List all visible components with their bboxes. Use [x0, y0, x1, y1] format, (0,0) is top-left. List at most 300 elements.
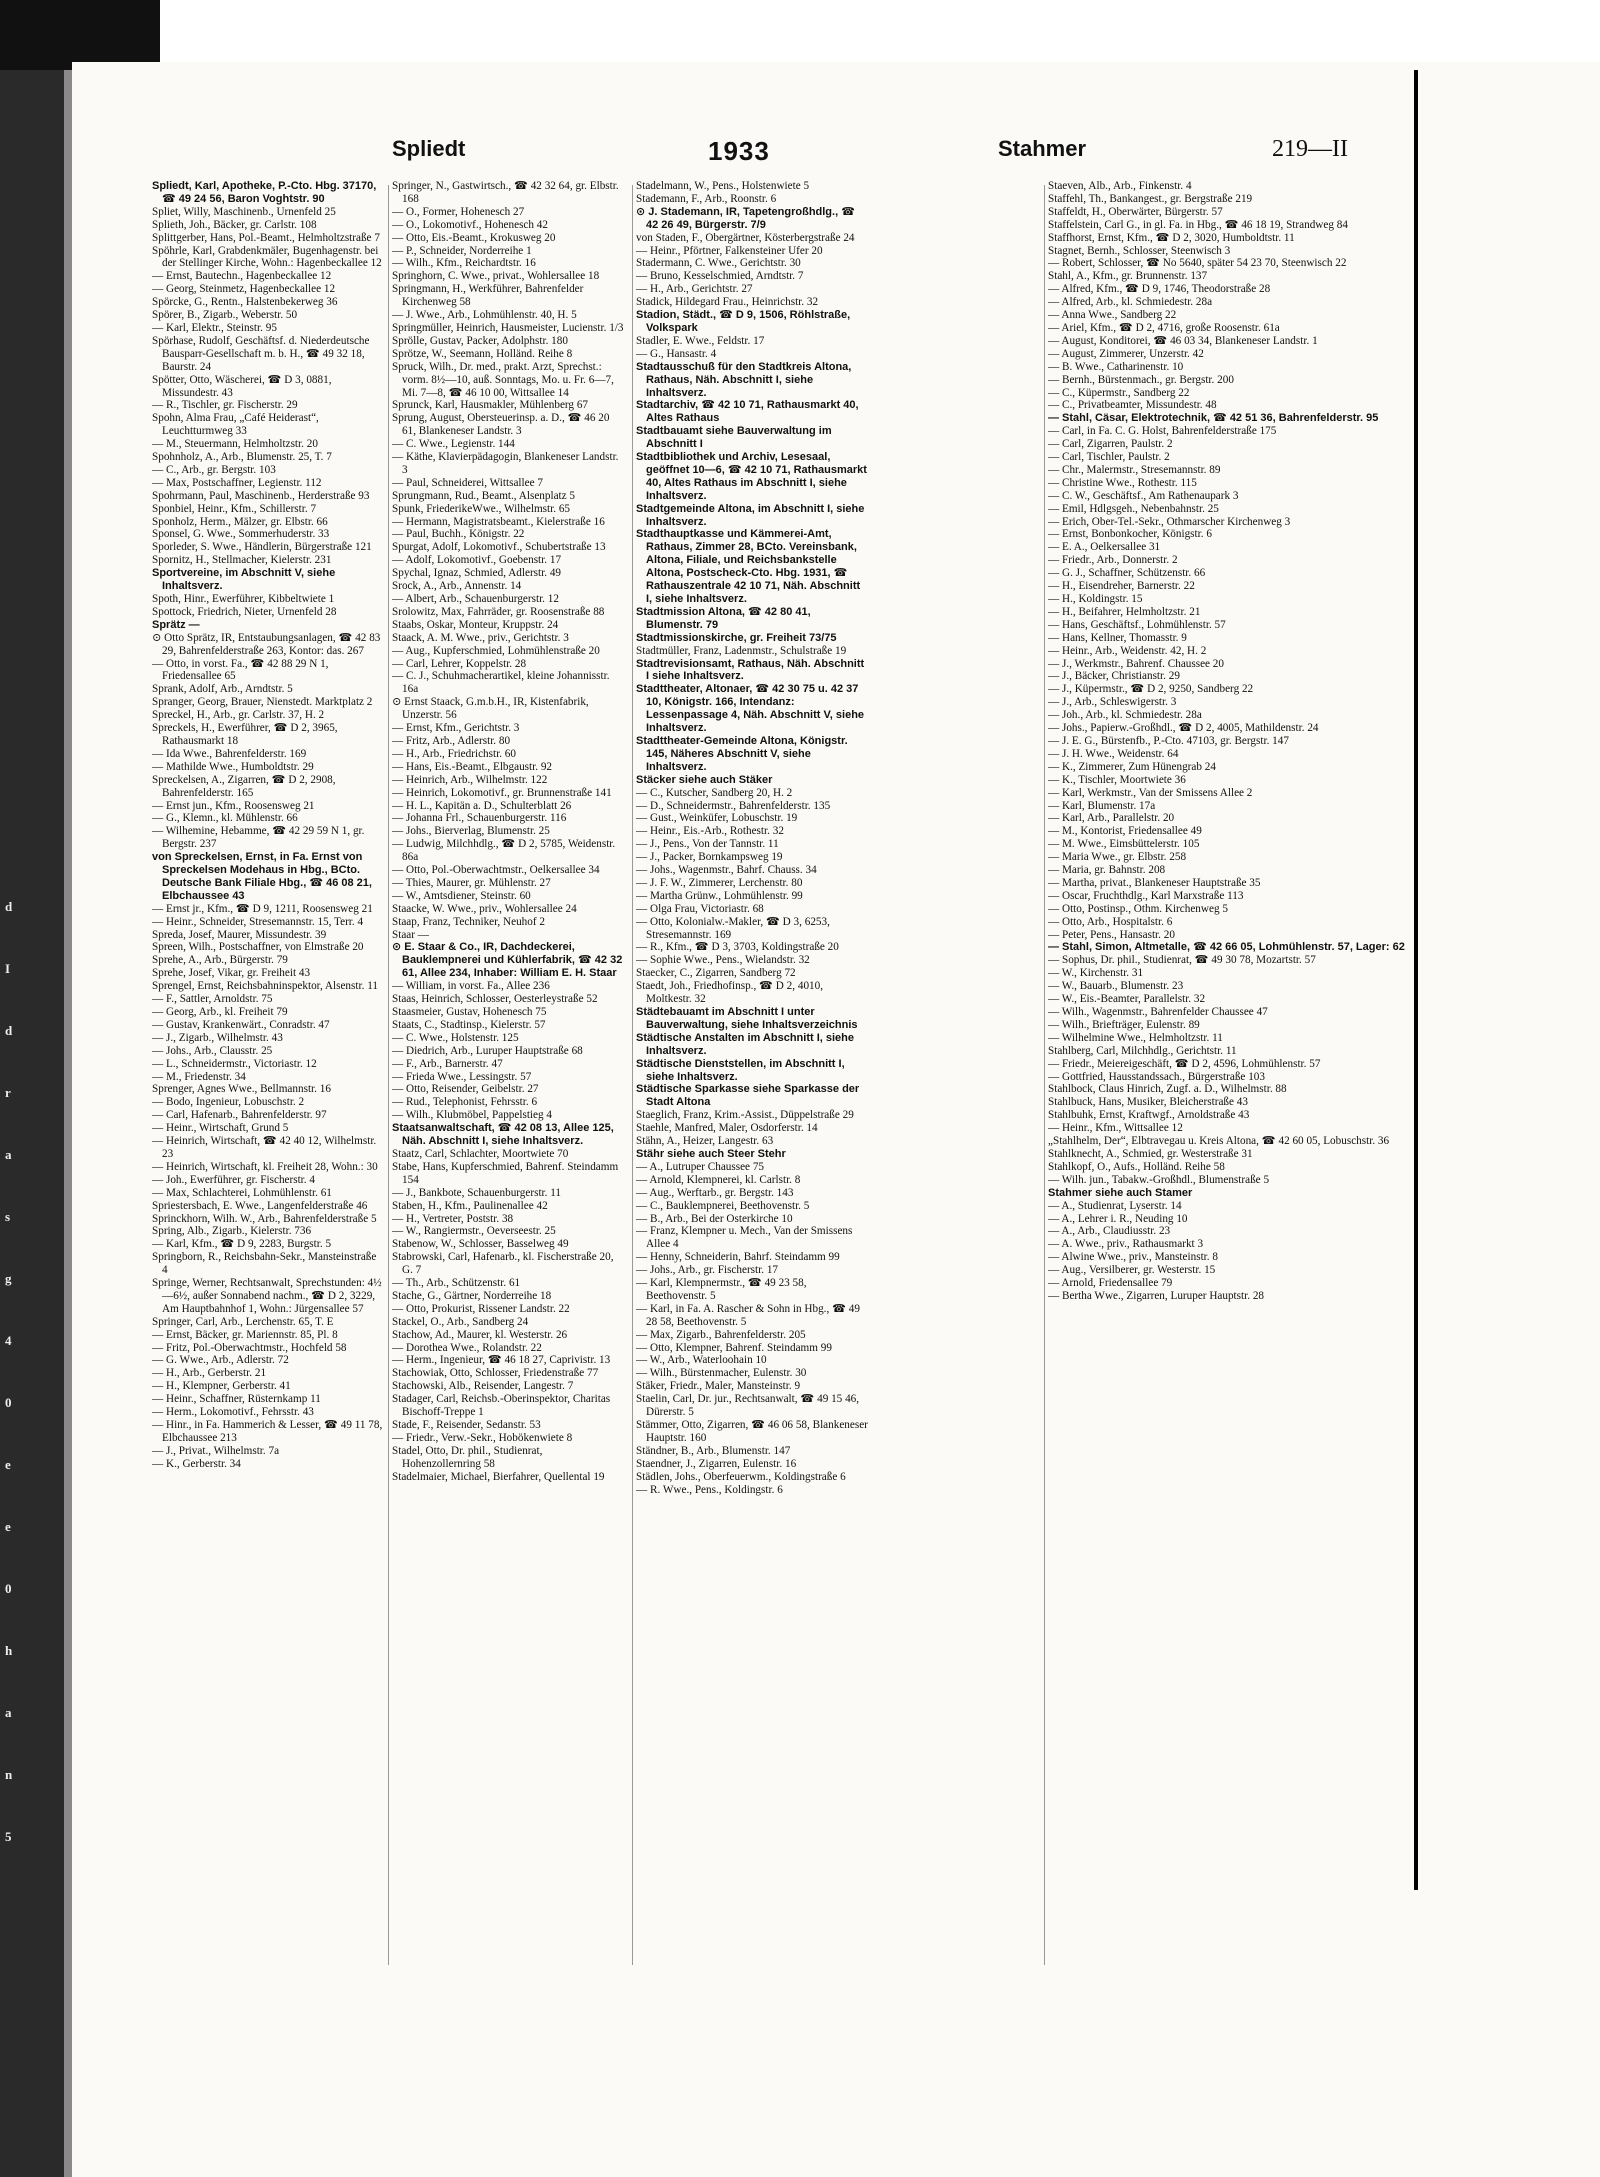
directory-entry: Stadtarchiv, ☎ 42 10 71, Rathausmarkt 40, Altes Rathaus — [636, 399, 859, 425]
directory-entry: „Stahlhelm, Der“, Elbtravegau u. Kreis Altona, ☎ 42 60 05, Lobuschstr. 36 — [1048, 1135, 1390, 1148]
directory-entry: Springer, Carl, Arb., Lerchenstr. 65, T. E — [152, 1315, 334, 1328]
directory-entry: — August, Zimmerer, Unzerstr. 42 — [1048, 347, 1204, 360]
directory-entry: — Otto, Reisender, Geibelstr. 27 — [392, 1083, 539, 1096]
directory-entry: Staatsanwaltschaft, ☎ 42 08 13, Allee 125, Näh. Abschnitt I, siehe Inhaltsverz. — [392, 1122, 614, 1148]
directory-entry: Spörhase, Rudolf, Geschäftsf. d. Niederdeutsche Bausparr-Gesellschaft m. b. H., ☎ 49 32 18, Baurstr. 24 — [152, 334, 370, 373]
directory-entry: — Heinr., Kfm., Wittsallee 12 — [1048, 1122, 1183, 1135]
directory-entry: Stahlbuhk, Ernst, Kraftwgf., Arnoldstraße 43 — [1048, 1109, 1250, 1122]
directory-entry: — Max, Schlachterei, Lohmühlenstr. 61 — [152, 1186, 332, 1199]
margin-mark: a — [5, 1147, 12, 1162]
directory-entry: — Alwine Wwe., priv., Mansteinstr. 8 — [1048, 1251, 1218, 1264]
directory-entry: — Otto, Arb., Hospitalstr. 6 — [1048, 915, 1173, 928]
directory-entry: Spreckel, H., Arb., gr. Carlstr. 37, H. 2 — [152, 709, 325, 722]
directory-entry: — G. J., Schaffner, Schützenstr. 66 — [1048, 567, 1206, 580]
margin-mark: 4 — [5, 1333, 12, 1348]
directory-entry: Staack, A. M. Wwe., priv., Gerichtstr. 3 — [392, 631, 569, 644]
directory-entry: Stadion, Städt., ☎ D 9, 1506, Röhlstraße, Volkspark — [636, 309, 851, 334]
directory-entry: — Mathilde Wwe., Humboldtstr. 29 — [152, 760, 314, 773]
directory-entry: — R. Wwe., Pens., Koldingstr. 6 — [636, 1483, 783, 1496]
directory-entry: — Heinr., Wirtschaft, Grund 5 — [152, 1122, 289, 1135]
directory-entry: — Fritz, Pol.-Oberwachtmstr., Hochfeld 58 — [152, 1341, 347, 1354]
directory-entry: Staffhorst, Ernst, Kfm., ☎ D 2, 3020, Humboldtstr. 11 — [1048, 231, 1295, 244]
directory-entry: Staedt, Joh., Friedhofinsp., ☎ D 2, 4010, Moltkestr. 32 — [636, 980, 824, 1006]
directory-entry: Stahmer siehe auch Stamer — [1048, 1186, 1193, 1199]
directory-entry: — Ernst, Bonbonkocher, Königstr. 6 — [1048, 528, 1212, 541]
directory-entry: — Carl, Lehrer, Koppelstr. 28 — [392, 657, 527, 670]
directory-entry: Staatz, Carl, Schlachter, Moortwiete 70 — [392, 1147, 569, 1160]
directory-entry: ⊙ Ernst Staack, G.m.b.H., IR, Kistenfabrik, Unzerstr. 56 — [392, 696, 589, 722]
directory-entry: — Herm., Ingenieur, ☎ 46 18 27, Caprivistr. 13 — [392, 1354, 611, 1367]
directory-entry: — Heinr., Pförtner, Falkensteiner Ufer 20 — [636, 244, 823, 257]
directory-entry: — Chr., Malermstr., Stresemannstr. 89 — [1048, 463, 1221, 476]
directory-entry: — R., Kfm., ☎ D 3, 3703, Koldingstraße 20 — [636, 941, 839, 954]
directory-entry: Stahl, A., Kfm., gr. Brunnenstr. 137 — [1048, 270, 1208, 283]
directory-entry: — Joh., Ewerführer, gr. Fischerstr. 4 — [152, 1173, 315, 1186]
header-last-entry: Stahmer — [998, 136, 1087, 161]
directory-entry: ⊙ E. Staar & Co., IR, Dachdeckerei, Bauklempnerei und Kühlerfabrik, ☎ 42 32 61, Allee 234, Inhaber: William E. H. Staar — [392, 941, 623, 980]
directory-entry: — Paul, Buchh., Königstr. 22 — [392, 528, 525, 541]
directory-entry: — Arnold, Friedensallee 79 — [1048, 1277, 1173, 1290]
directory-entry: Stackel, O., Arb., Sandberg 24 — [392, 1315, 529, 1328]
directory-entry: — Wilh., Bürstenmacher, Eulenstr. 30 — [636, 1367, 807, 1380]
directory-entry: — Th., Arb., Schützenstr. 61 — [392, 1277, 521, 1290]
directory-entry: — Dorothea Wwe., Rolandstr. 22 — [392, 1341, 542, 1354]
directory-entry: Staeglich, Franz, Krim.-Assist., Düppelstraße 29 — [636, 1109, 854, 1122]
directory-entry: Splieth, Joh., Bäcker, gr. Carlstr. 108 — [152, 218, 317, 231]
directory-entry: — Peter, Pens., Hansastr. 20 — [1048, 928, 1175, 941]
directory-column-1 — [152, 180, 384, 2030]
directory-entry: — Karl, Werkmstr., Van der Smissens Allee 2 — [1048, 786, 1253, 799]
directory-entry: — Fritz, Arb., Adlerstr. 80 — [392, 734, 511, 747]
directory-columns — [0, 180, 1600, 2030]
directory-entry: Staap, Franz, Techniker, Neuhof 2 — [392, 915, 545, 928]
directory-entry: Sporleder, S. Wwe., Händlerin, Bürgerstraße 121 — [152, 541, 372, 554]
directory-entry: — Wilh., Kfm., Reichardtstr. 16 — [392, 257, 536, 270]
directory-entry: — J. Wwe., Arb., Lohmühlenstr. 40, H. 5 — [392, 309, 577, 322]
directory-entry: — F., Arb., Barnerstr. 47 — [392, 1057, 503, 1070]
directory-entry: — Karl, Kfm., ☎ D 9, 2283, Burgstr. 5 — [152, 1238, 332, 1251]
directory-entry: — William, in vorst. Fa., Allee 236 — [392, 980, 550, 993]
directory-entry: Spliet, Willy, Maschinenb., Urnenfeld 25 — [152, 205, 336, 218]
directory-entry: — Martha, privat., Blankeneser Hauptstraße 35 — [1048, 876, 1261, 889]
directory-entry: Stachow, Ad., Maurer, kl. Westerstr. 26 — [392, 1328, 568, 1341]
directory-entry: Sponholz, Herm., Mälzer, gr. Elbstr. 66 — [152, 515, 328, 528]
margin-mark: I — [5, 961, 11, 976]
directory-entry: — Maria Wwe., gr. Elbstr. 258 — [1048, 851, 1187, 864]
directory-entry: Stache, G., Gärtner, Norderreihe 18 — [392, 1289, 552, 1302]
directory-entry: Spöhrle, Karl, Grabdenkmäler, Bugenhagenstr. bei der Stellinger Kirche, Wohn.: Hagenbeckallee 12 — [152, 244, 382, 270]
directory-entry: — H., Beifahrer, Helmholtzstr. 21 — [1048, 605, 1201, 618]
directory-column-2 — [392, 180, 624, 2030]
directory-entry: Spohnholz, A., Arb., Blumenstr. 25, T. 7 — [152, 451, 332, 464]
directory-entry: Städtische Sparkasse siehe Sparkasse der Stadt Altona — [636, 1083, 860, 1109]
directory-entry: von Spreckelsen, Ernst, in Fa. Ernst von Spreckelsen Modehaus in Hbg., BCto. Deutsche Bank Filiale Hbg., ☎ 46 08 21, Elbchaussee 43 — [152, 851, 372, 902]
directory-entry: Staffehl, Th., Bankangest., gr. Bergstraße 219 — [1048, 192, 1253, 205]
directory-entry: von Staden, F., Obergärtner, Kösterbergstraße 24 — [636, 231, 855, 244]
directory-entry: — Stahl, Cäsar, Elektrotechnik, ☎ 42 51 36, Bahrenfelderstr. 95 — [1048, 412, 1379, 425]
directory-entry: — Karl, Klempnermstr., ☎ 49 23 58, Beethovenstr. 5 — [636, 1277, 807, 1302]
directory-entry: — J., Küpermstr., ☎ D 2, 9250, Sandberg 22 — [1048, 683, 1254, 696]
directory-entry: Staendner, J., Zigarren, Eulenstr. 16 — [636, 1457, 797, 1470]
directory-entry: Sponbiel, Heinr., Kfm., Schillerstr. 7 — [152, 502, 317, 515]
directory-entry: Stahlkopf, O., Aufs., Holländ. Reihe 58 — [1048, 1160, 1225, 1173]
directory-entry: — Johs., Bierverlag, Blumenstr. 25 — [392, 825, 550, 838]
directory-entry: — Heinrich, Lokomotivf., gr. Brunnenstraße 141 — [392, 786, 612, 799]
directory-entry: — Oscar, Fruchthdlg., Karl Marxstraße 113 — [1048, 889, 1244, 902]
directory-entry: Stademann, F., Arb., Roonstr. 6 — [636, 192, 777, 205]
directory-entry: — J., Privat., Wilhelmstr. 7a — [152, 1444, 280, 1457]
directory-entry: — F., Sattler, Arnoldstr. 75 — [152, 993, 273, 1006]
directory-entry: Stadler, E. Wwe., Feldstr. 17 — [636, 334, 765, 347]
directory-entry: Stadtausschuß für den Stadtkreis Altona, Rathaus, Näh. Abschnitt I, siehe Inhaltsverz. — [636, 360, 852, 399]
directory-entry: — Johs., Arb., Clausstr. 25 — [152, 1044, 273, 1057]
directory-entry: — Hans, Eis.-Beamt., Elbgaustr. 92 — [392, 760, 553, 773]
directory-entry: Springhorn, C. Wwe., privat., Wohlersallee 18 — [392, 270, 600, 283]
directory-entry: Städtische Dienststellen, im Abschnitt I, siehe Inhaltsverz. — [636, 1057, 845, 1083]
directory-column-3 — [636, 180, 868, 2030]
margin-mark: 0 — [5, 1395, 12, 1410]
column-divider — [632, 185, 633, 1965]
directory-entry: — Hinr., in Fa. Hammerich & Lesser, ☎ 49 11 78, Elbchaussee 213 — [152, 1419, 383, 1444]
directory-entry: — M., Kontorist, Friedensallee 49 — [1048, 825, 1202, 838]
directory-entry: Spötter, Otto, Wäscherei, ☎ D 3, 0881, Missundestr. 43 — [152, 373, 332, 399]
margin-mark: d — [5, 899, 13, 914]
directory-entry: — R., Tischler, gr. Fischerstr. 29 — [152, 399, 298, 412]
directory-entry: — Ernst, Bäcker, gr. Mariennstr. 85, Pl. 8 — [152, 1328, 338, 1341]
directory-entry: — Otto, in vorst. Fa., ☎ 42 88 29 N 1, Friedensallee 65 — [152, 657, 329, 683]
directory-entry: Stadtmissionskirche, gr. Freiheit 73/75 — [636, 631, 837, 644]
directory-entry: — Friedr., Meiereigeschäft, ☎ D 2, 4596, Lohmühlenstr. 57 — [1048, 1057, 1321, 1070]
directory-entry: Splittgerber, Hans, Pol.-Beamt., Helmholtzstraße 7 — [152, 231, 380, 244]
directory-entry: Stabe, Hans, Kupferschmied, Bahrenf. Steindamm 154 — [392, 1160, 619, 1186]
margin-mark: r — [5, 1085, 11, 1100]
directory-entry: — Aug., Werftarb., gr. Bergstr. 143 — [636, 1186, 794, 1199]
directory-entry: Staar — — [392, 928, 429, 941]
directory-entry: Staabs, Oskar, Monteur, Kruppstr. 24 — [392, 618, 559, 631]
directory-entry: — J., Bankbote, Schauenburgerstr. 11 — [392, 1186, 562, 1199]
directory-entry: Stadttheater, Altonaer, ☎ 42 30 75 u. 42 37 10, Königstr. 166, Intendanz: Lessenpassage 4, Näh. Abschnitt V, siehe Inhaltsverz. — [636, 683, 865, 735]
directory-entry: — K., Tischler, Moortwiete 36 — [1048, 773, 1186, 786]
directory-entry: — C., Arb., gr. Bergstr. 103 — [152, 463, 276, 476]
directory-entry: Sprehe, Josef, Vikar, gr. Freiheit 43 — [152, 967, 311, 980]
directory-entry: — A., Lehrer i. R., Neuding 10 — [1048, 1212, 1188, 1225]
directory-entry: — Otto, Postinsp., Othm. Kirchenweg 5 — [1048, 902, 1228, 915]
directory-entry: Stadtmission Altona, ☎ 42 80 41, Blumenstr. 79 — [636, 605, 811, 631]
directory-entry: Springborn, R., Reichsbahn-Sekr., Mansteinstraße 4 — [152, 1251, 377, 1277]
directory-entry: Stadttheater-Gemeinde Altona, Königstr. 145, Näheres Abschnitt V, siehe Inhaltsverz. — [636, 734, 848, 773]
directory-entry: Sprätz — — [152, 618, 200, 631]
directory-entry: — Heinrich, Wirtschaft, kl. Freiheit 28, Wohn.: 30 — [152, 1160, 378, 1173]
directory-entry: Stämmer, Otto, Zigarren, ☎ 46 06 58, Blankeneser Hauptstr. 160 — [636, 1419, 868, 1444]
directory-entry: — Wilh., Klubmöbel, Pappelstieg 4 — [392, 1109, 552, 1122]
directory-entry: — Adolf, Lokomotivf., Goebenstr. 17 — [392, 554, 562, 567]
directory-entry: — Maria, gr. Bahnstr. 208 — [1048, 864, 1166, 877]
directory-entry: Spliedt, Karl, Apotheke, P.-Cto. Hbg. 37170, ☎ 49 24 56, Baron Voghtstr. 90 — [152, 180, 377, 205]
directory-entry: — Arnold, Klempnerei, kl. Carlstr. 8 — [636, 1173, 801, 1186]
directory-entry: — Carl, Zigarren, Paulstr. 2 — [1048, 438, 1173, 451]
directory-entry: — Ludwig, Milchhdlg., ☎ D 2, 5785, Weidenstr. 86a — [392, 838, 616, 864]
directory-entry: Sprinckhorn, Wilh. W., Arb., Bahrenfelderstraße 5 — [152, 1212, 377, 1225]
directory-entry: — Franz, Klempner u. Mech., Van der Smissens Allee 4 — [636, 1225, 853, 1251]
directory-entry: Stäker, Friedr., Maler, Mansteinstr. 9 — [636, 1380, 801, 1393]
directory-entry: Staehle, Manfred, Maler, Osdorferstr. 14 — [636, 1122, 818, 1135]
directory-entry: — W., Amtsdiener, Steinstr. 60 — [392, 889, 531, 902]
directory-entry: Spohrmann, Paul, Maschinenb., Herderstraße 93 — [152, 489, 370, 502]
margin-mark: g — [5, 1271, 12, 1286]
directory-entry: — M. Wwe., Eimsbüttelerstr. 105 — [1048, 838, 1200, 851]
directory-entry: — Sophus, Dr. phil., Studienrat, ☎ 49 30 78, Mozartstr. 57 — [1048, 954, 1316, 967]
directory-entry: — C. Wwe., Holstenstr. 125 — [392, 1031, 519, 1044]
directory-entry: — Hans, Kellner, Thomasstr. 9 — [1048, 631, 1187, 644]
directory-entry: — Alfred, Arb., kl. Schmiedestr. 28a — [1048, 296, 1213, 309]
directory-entry: Staeven, Alb., Arb., Finkenstr. 4 — [1048, 180, 1192, 192]
directory-entry: — Bernh., Bürstenmach., gr. Bergstr. 200 — [1048, 373, 1234, 386]
directory-entry: — Frieda Wwe., Lessingstr. 57 — [392, 1070, 532, 1083]
scan-top-edge — [0, 0, 160, 70]
directory-entry: — Hans, Geschäftsf., Lohmühlenstr. 57 — [1048, 618, 1226, 631]
directory-entry: — Henny, Schneiderin, Bahrf. Steindamm 99 — [636, 1251, 840, 1264]
directory-entry: — Karl, Elektr., Steinstr. 95 — [152, 321, 277, 334]
margin-mark: a — [5, 1705, 12, 1720]
directory-entry: Springmüller, Heinrich, Hausmeister, Lucienstr. 1/3 — [392, 321, 624, 334]
directory-entry: Stadthauptkasse und Kämmerei-Amt, Rathaus, Zimmer 28, BCto. Vereinsbank, Altona, Filiale, und Reichsbankstelle Altona, Postscheck-Cto. Hbg. 1931, ☎ Rathauszentrale 42 10 71, Näh. Abschnitt I, siehe Inhaltsverz. — [636, 528, 861, 605]
directory-entry: — Stahl, Simon, Altmetalle, ☎ 42 66 05, Lohmühlenstr. 57, Lager: 62 — [1048, 941, 1405, 954]
directory-entry: Stabenow, W., Schlosser, Basselweg 49 — [392, 1238, 569, 1251]
directory-entry: ⊙ J. Stademann, IR, Tapetengroßhdlg., ☎ 42 26 49, Bürgerstr. 7/9 — [636, 205, 855, 231]
directory-entry: — Anna Wwe., Sandberg 22 — [1048, 309, 1177, 322]
directory-entry: Stadtmüller, Franz, Ladenmstr., Schulstraße 19 — [636, 644, 847, 657]
directory-entry: Sprungmann, Rud., Beamt., Alsenplatz 5 — [392, 489, 576, 502]
directory-entry: — H. L., Kapitän a. D., Schulterblatt 26 — [392, 799, 572, 812]
directory-entry: Städlen, Johs., Oberfeuerwm., Koldingstraße 6 — [636, 1470, 846, 1483]
directory-entry: — O., Lokomotivf., Hohenesch 42 — [392, 218, 548, 231]
directory-entry: Sprengel, Ernst, Reichsbahninspektor, Alsenstr. 11 — [152, 980, 378, 993]
directory-entry: Sprunck, Karl, Hausmakler, Mühlenberg 67 — [392, 399, 589, 412]
directory-entry: Springer, N., Gastwirtsch., ☎ 42 32 64, gr. Elbstr. 168 — [392, 180, 619, 205]
directory-entry: — Käthe, Klavierpädagogin, Blankeneser Landstr. 3 — [392, 451, 619, 476]
directory-entry: Stagnet, Bernh., Schlosser, Steenwisch 3 — [1048, 244, 1231, 257]
header-first-entry: Spliedt — [392, 136, 466, 161]
directory-entry: Staas, Heinrich, Schlosser, Oesterleystraße 52 — [392, 993, 598, 1006]
directory-entry: Stadermann, C. Wwe., Gerichtstr. 30 — [636, 257, 801, 270]
directory-entry: — C., Privatbeamter, Missundestr. 48 — [1048, 399, 1217, 412]
directory-entry: — A. Wwe., priv., Rathausmarkt 3 — [1048, 1238, 1204, 1251]
directory-entry: — Bruno, Kesselschmied, Arndtstr. 7 — [636, 270, 804, 283]
directory-entry: Ständner, B., Arb., Blumenstr. 147 — [636, 1444, 791, 1457]
directory-entry: — Erich, Ober-Tel.-Sekr., Othmarscher Kirchenweg 3 — [1048, 515, 1291, 528]
directory-entry: Spring, Alb., Zigarb., Kielerstr. 736 — [152, 1225, 312, 1238]
directory-entry: — Diedrich, Arb., Luruper Hauptstraße 68 — [392, 1044, 583, 1057]
directory-entry: — H., Arb., Gerberstr. 21 — [152, 1367, 267, 1380]
margin-mark: h — [5, 1643, 13, 1658]
directory-entry: — Otto, Pol.-Oberwachtmstr., Oelkersallee 34 — [392, 864, 600, 877]
directory-entry: — Aug., Versilberer, gr. Westerstr. 15 — [1048, 1264, 1216, 1277]
directory-entry: — Christine Wwe., Rothestr. 115 — [1048, 476, 1197, 489]
directory-entry: — Heinr., Arb., Weidenstr. 42, H. 2 — [1048, 644, 1207, 657]
directory-entry: Spreckelsen, A., Zigarren, ☎ D 2, 2908, Bahrenfelderstr. 165 — [152, 773, 336, 799]
directory-entry: Spurgat, Adolf, Lokomotivf., Schubertstraße 13 — [392, 541, 606, 554]
directory-entry: — Olga Frau, Victoriastr. 68 — [636, 902, 764, 915]
directory-entry: — Ernst, Kfm., Gerichtstr. 3 — [392, 722, 520, 735]
directory-entry: — Ida Wwe., Bahrenfelderstr. 169 — [152, 747, 307, 760]
directory-entry: — Otto, Kolonialw.-Makler, ☎ D 3, 6253, Stresemannstr. 169 — [636, 915, 830, 941]
directory-entry: Sponsel, G. Wwe., Sommerhuderstr. 33 — [152, 528, 330, 541]
directory-entry: — K., Zimmerer, Zum Hünengrab 24 — [1048, 760, 1216, 773]
directory-entry: Spornitz, H., Stellmacher, Kielerstr. 231 — [152, 554, 332, 567]
directory-entry: Stadtbibliothek und Archiv, Lesesaal, geöffnet 10—6, ☎ 42 10 71, Rathausmarkt 40, Altes Rathaus im Abschnitt I, siehe Inhaltsverz. — [636, 451, 867, 502]
directory-entry: Staasmeier, Gustav, Hohenesch 75 — [392, 1006, 547, 1018]
directory-entry: — Heinrich, Arb., Wilhelmstr. 122 — [392, 773, 548, 786]
directory-entry: — Alfred, Kfm., ☎ D 9, 1746, Theodorstraße 28 — [1048, 283, 1271, 296]
directory-entry: Sprung, August, Obersteuerinsp. a. D., ☎ 46 20 61, Blankeneser Landstr. 3 — [392, 412, 610, 438]
directory-entry: — Sophie Wwe., Pens., Wielandstr. 32 — [636, 954, 810, 967]
directory-entry: — Wilh., Wagenmstr., Bahrenfelder Chaussee 47 — [1048, 1006, 1268, 1018]
directory-entry: — Wilh. jun., Tabakw.-Großhdl., Blumenstraße 5 — [1048, 1173, 1270, 1186]
directory-entry: — Otto, Prokurist, Rissener Landstr. 22 — [392, 1302, 570, 1315]
directory-entry: Spoth, Hinr., Ewerführer, Kibbeltwiete 1 — [152, 593, 335, 605]
directory-entry: — O., Former, Hohenesch 27 — [392, 205, 525, 218]
directory-entry: Spottock, Friedrich, Nieter, Urnenfeld 28 — [152, 605, 337, 618]
directory-entry: — B. Wwe., Catharinenstr. 10 — [1048, 360, 1184, 373]
directory-entry: — H., Klempner, Gerberstr. 41 — [152, 1380, 291, 1393]
directory-entry: Srock, A., Arb., Annenstr. 14 — [392, 580, 522, 593]
directory-entry: — Robert, Schlosser, ☎ No 5640, später 54 23 70, Steenwisch 22 — [1048, 257, 1347, 270]
header-year: 1933 — [708, 136, 770, 166]
margin-mark: e — [5, 1457, 11, 1472]
directory-entry: Spohn, Alma Frau, „Café Heiderast“, Leuchtturmweg 33 — [152, 412, 319, 438]
directory-entry: — A., Studienrat, Lyserstr. 14 — [1048, 1199, 1182, 1212]
directory-entry: — Aug., Kupferschmied, Lohmühlenstraße 20 — [392, 644, 600, 657]
directory-entry: — Carl, in Fa. C. G. Holst, Bahrenfelderstraße 175 — [1048, 425, 1277, 438]
directory-entry: — J., Bäcker, Christianstr. 29 — [1048, 670, 1180, 683]
directory-entry: Stadtrevisionsamt, Rathaus, Näh. Abschnitt I siehe Inhaltsverz. — [636, 657, 865, 683]
directory-entry: — Heinr., Schaffner, Rüsternkamp 11 — [152, 1393, 321, 1406]
directory-entry: — Bodo, Ingenieur, Lobuschstr. 2 — [152, 1096, 305, 1109]
directory-entry: Stahlberg, Carl, Milchhdlg., Gerichtstr. 11 — [1048, 1044, 1237, 1057]
directory-entry: Stäcker siehe auch Stäker — [636, 773, 773, 786]
directory-entry: Srolowitz, Max, Fahrräder, gr. Roosenstraße 88 — [392, 605, 605, 618]
directory-entry: — Ariel, Kfm., ☎ D 2, 4716, große Roosenstr. 61a — [1048, 321, 1280, 334]
directory-entry: Springmann, H., Werkführer, Bahrenfelder Kirchenweg 58 — [392, 283, 584, 309]
directory-entry: Stadelmaier, Michael, Bierfahrer, Quellental 19 — [392, 1470, 605, 1483]
directory-entry: Stachowiak, Otto, Schlosser, Friedenstraße 77 — [392, 1367, 599, 1380]
directory-entry: Stade, F., Reisender, Sedanstr. 53 — [392, 1419, 541, 1431]
directory-entry: — Johs., Wagenmstr., Bahrf. Chauss. 34 — [636, 864, 817, 877]
directory-entry: — W., Rangiermstr., Oeverseestr. 25 — [392, 1225, 556, 1238]
directory-entry: Stahlbuck, Hans, Musiker, Bleicherstraße 43 — [1048, 1096, 1248, 1109]
directory-entry: — J., Arb., Schleswigerstr. 3 — [1048, 696, 1177, 709]
directory-entry: Spranger, Georg, Brauer, Nienstedt. Marktplatz 2 — [152, 696, 373, 709]
directory-entry: Staelin, Carl, Dr. jur., Rechtsanwalt, ☎ 49 15 46, Dürerstr. 5 — [636, 1393, 860, 1419]
directory-entry: — Ernst, Bautechn., Hagenbeckallee 12 — [152, 270, 332, 283]
directory-entry: — Johs., Arb., gr. Fischerstr. 17 — [636, 1264, 779, 1277]
directory-entry: — Gustav, Krankenwärt., Conradstr. 47 — [152, 1018, 330, 1031]
directory-entry: Sprank, Adolf, Arb., Arndtstr. 5 — [152, 683, 293, 696]
directory-entry: — Albert, Arb., Schauenburgerstr. 12 — [392, 593, 559, 605]
directory-entry: — W., Eis.-Beamter, Parallelstr. 32 — [1048, 993, 1206, 1006]
directory-entry: — P., Schneider, Norderreihe 1 — [392, 244, 532, 257]
directory-entry: — H., Koldingstr. 15 — [1048, 593, 1143, 605]
directory-entry: Spörer, B., Zigarb., Weberstr. 50 — [152, 309, 298, 322]
directory-entry: Staats, C., Stadtinsp., Kielerstr. 57 — [392, 1018, 546, 1031]
directory-entry: — Hermann, Magistratsbeamt., Kielerstraße 16 — [392, 515, 605, 528]
directory-entry: — Karl, Arb., Parallelstr. 20 — [1048, 812, 1175, 825]
directory-entry: — Gottfried, Hausstandssach., Bürgerstraße 103 — [1048, 1070, 1265, 1083]
directory-entry: — H., Arb., Gerichtstr. 27 — [636, 283, 753, 296]
directory-entry: Staben, H., Kfm., Paulinenallee 42 — [392, 1199, 548, 1212]
directory-entry: Stähr siehe auch Steer Stehr — [636, 1147, 786, 1160]
directory-entry: Spreckels, H., Ewerführer, ☎ D 2, 3965, Rathausmarkt 18 — [152, 722, 338, 747]
directory-entry: — J. F. W., Zimmerer, Lerchenstr. 80 — [636, 876, 803, 889]
directory-entry: — Friedr., Arb., Donnerstr. 2 — [1048, 554, 1178, 567]
directory-entry: Sprölle, Gustav, Packer, Adolphstr. 180 — [392, 334, 568, 347]
directory-entry: Stadtgemeinde Altona, im Abschnitt I, siehe Inhaltsverz. — [636, 502, 865, 528]
directory-entry: — Carl, Tischler, Paulstr. 2 — [1048, 451, 1170, 464]
directory-entry: Sprötze, W., Seemann, Holländ. Reihe 8 — [392, 347, 573, 360]
directory-entry: — Johs., Papierw.-Großhdl., ☎ D 2, 4005, Mathildenstr. 24 — [1048, 722, 1319, 735]
directory-entry: — Martha Grünw., Lohmühlenstr. 99 — [636, 889, 803, 902]
directory-entry: — D., Schneidermstr., Bahrenfelderstr. 135 — [636, 799, 831, 812]
directory-entry: Stadtbauamt siehe Bauverwaltung im Abschnitt I — [636, 425, 832, 451]
directory-entry: — C. W., Geschäftsf., Am Rathenaupark 3 — [1048, 489, 1239, 502]
directory-entry: — C., Küpermstr., Sandberg 22 — [1048, 386, 1190, 399]
directory-entry: — H., Eisendreher, Barnerstr. 22 — [1048, 580, 1195, 593]
directory-entry: — Emil, Hdlgsgeh., Nebenbahnstr. 25 — [1048, 502, 1219, 515]
directory-entry: ⊙ Otto Sprätz, IR, Entstaubungsanlagen, ☎ 42 83 29, Bahrenfelderstraße 263, Kontor: das. 267 — [152, 631, 381, 657]
directory-entry: — Carl, Hafenarb., Bahrenfelderstr. 97 — [152, 1109, 327, 1122]
directory-entry: — Karl, in Fa. A. Rascher & Sohn in Hbg., ☎ 49 28 58, Beethovenstr. 5 — [636, 1302, 860, 1328]
directory-entry: — A., Arb., Claudiusstr. 23 — [1048, 1225, 1171, 1238]
directory-entry: Städtische Anstalten im Abschnitt I, siehe Inhaltsverz. — [636, 1031, 855, 1057]
directory-entry: Spreda, Josef, Maurer, Missundestr. 39 — [152, 928, 327, 941]
directory-entry: — H., Vertreter, Poststr. 38 — [392, 1212, 514, 1225]
directory-entry: Staecker, C., Zigarren, Sandberg 72 — [636, 967, 796, 980]
margin-mark: 0 — [5, 1581, 12, 1596]
directory-entry: Stabrowski, Carl, Hafenarb., kl. Fischerstraße 20, G. 7 — [392, 1251, 614, 1277]
directory-entry: — Rud., Telephonist, Fehrsstr. 6 — [392, 1096, 538, 1109]
directory-entry: Staffelstein, Carl G., in gl. Fa. in Hbg., ☎ 46 18 19, Strandweg 84 — [1048, 218, 1348, 231]
directory-entry: — W., Bauarb., Blumenstr. 23 — [1048, 980, 1184, 993]
directory-entry: — Wilhemine, Hebamme, ☎ 42 29 59 N 1, gr. Bergstr. 237 — [152, 825, 365, 851]
directory-entry: Spychal, Ignaz, Schmied, Adlerstr. 49 — [392, 567, 562, 580]
directory-entry: — H., Arb., Friedrichstr. 60 — [392, 747, 516, 760]
directory-entry: Stähn, A., Heizer, Langestr. 63 — [636, 1135, 774, 1148]
directory-entry: — Heinr., Schneider, Stresemannstr. 15, Terr. 4 — [152, 915, 364, 928]
directory-entry: Spruck, Wilh., Dr. med., prakt. Arzt, Sprechst.: vorm. 8½—10, auß. Sonntags, Mo. u. Fr. 6—7, Mi. 7—8, ☎ 46 10 00, Wittsallee 14 — [392, 360, 614, 399]
directory-entry: Stadager, Carl, Reichsb.-Oberinspektor, Charitas Bischoff-Treppe 1 — [392, 1393, 611, 1419]
directory-entry: — J., Werkmstr., Bahrenf. Chaussee 20 — [1048, 657, 1224, 670]
margin-mark: n — [5, 1767, 13, 1782]
header-page-number: 219—II — [1272, 136, 1348, 162]
directory-entry: — C., Kutscher, Sandberg 20, H. 2 — [636, 786, 793, 799]
directory-entry: — Thies, Maurer, gr. Mühlenstr. 27 — [392, 876, 551, 889]
directory-entry: — Joh., Arb., kl. Schmiedestr. 28a — [1048, 709, 1202, 722]
directory-entry: — Otto, Eis.-Beamt., Krokusweg 20 — [392, 231, 556, 244]
directory-entry: — Ernst jun., Kfm., Roosensweg 21 — [152, 799, 315, 812]
column-divider — [388, 185, 389, 1965]
directory-entry: — Otto, Klempner, Bahrenf. Steindamm 99 — [636, 1341, 832, 1354]
directory-entry: — C. Wwe., Legienstr. 144 — [392, 438, 515, 451]
directory-entry: Stadelmann, W., Pens., Holstenwiete 5 — [636, 180, 810, 192]
margin-mark: e — [5, 1519, 11, 1534]
directory-entry: Stachowski, Alb., Reisender, Langestr. 7 — [392, 1380, 574, 1393]
directory-entry: — Ernst jr., Kfm., ☎ D 9, 1211, Roosensweg 21 — [152, 902, 373, 915]
directory-entry: — W., Kirchenstr. 31 — [1048, 967, 1144, 980]
directory-entry: — Georg, Arb., kl. Freiheit 79 — [152, 1006, 288, 1018]
directory-entry: — Wilhelmine Wwe., Helmholtzstr. 11 — [1048, 1031, 1223, 1044]
directory-entry: — Gust., Weinküfer, Lobuschstr. 19 — [636, 812, 798, 825]
directory-entry: — B., Arb., Bei der Osterkirche 10 — [636, 1212, 793, 1225]
